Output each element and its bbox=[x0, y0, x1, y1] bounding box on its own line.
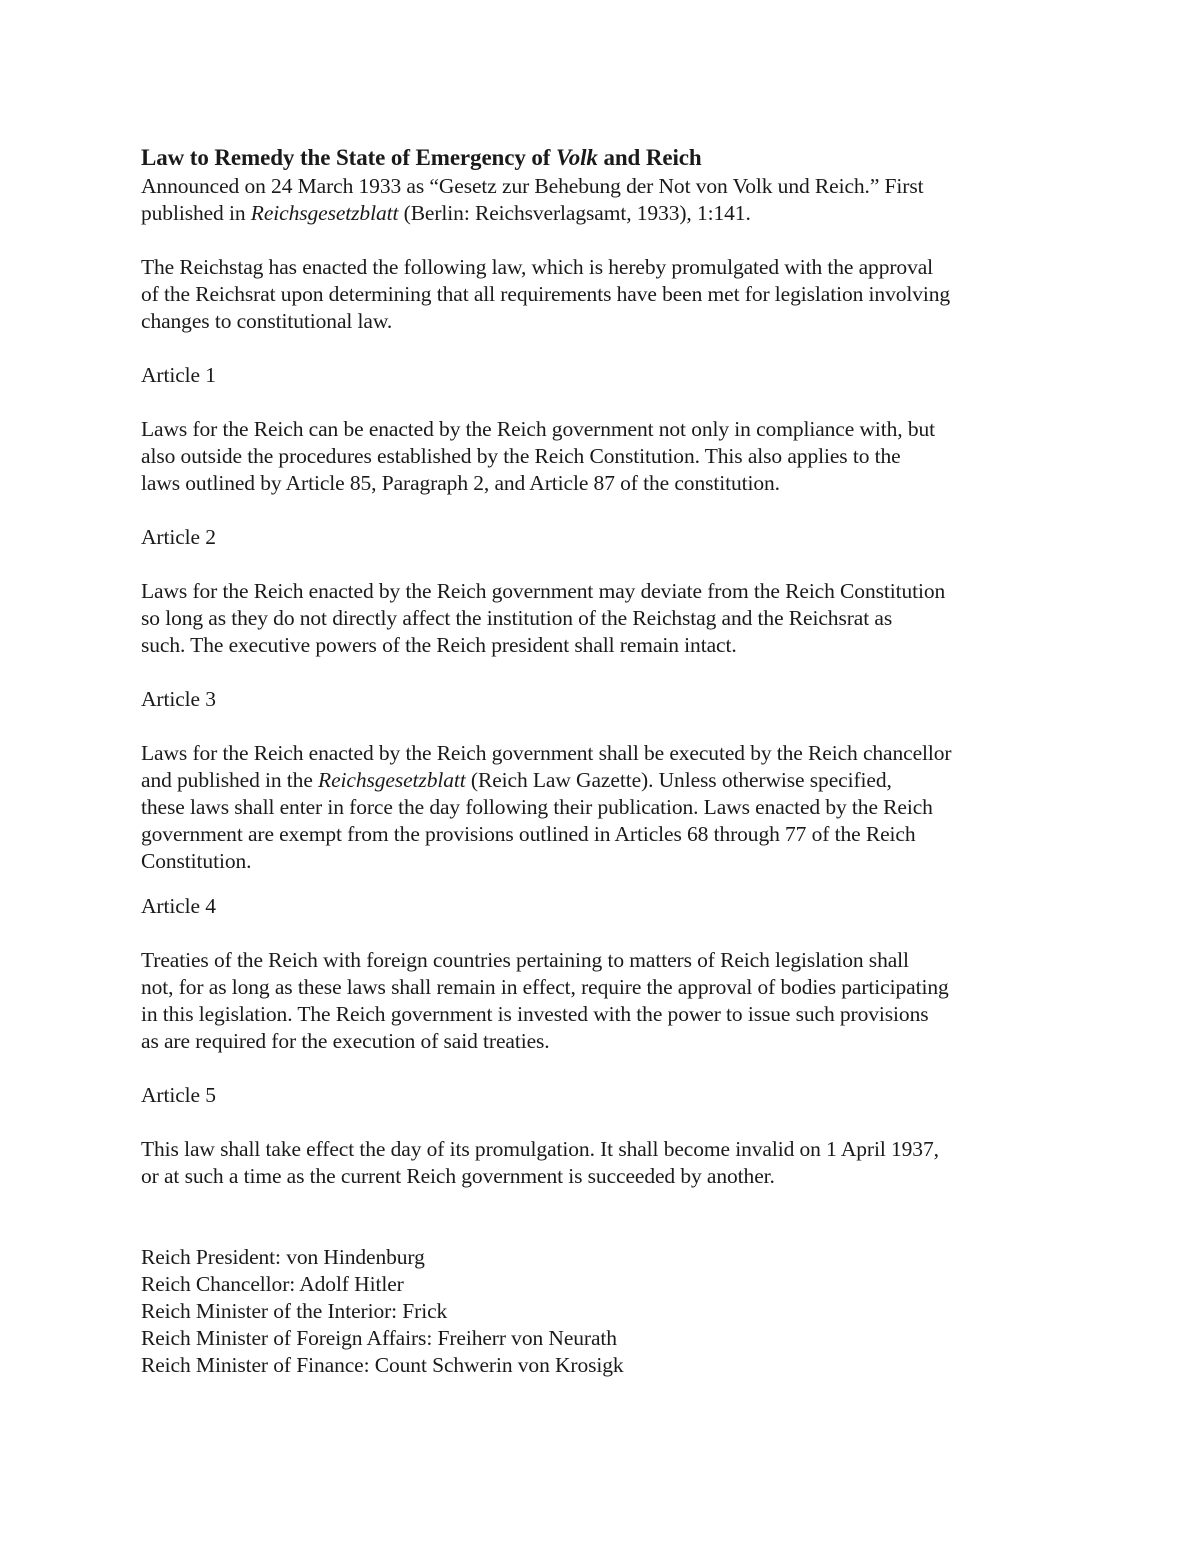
preamble-paragraph: The Reichstag has enacted the following law, which is hereby promulgated with the approval of the Reichsrat upon determining that all requirements have been met for legislation involving changes to constitutional law. bbox=[141, 255, 951, 333]
title-text-end: and Reich bbox=[597, 145, 702, 170]
signatory: Reich Chancellor: Adolf Hitler bbox=[141, 1272, 404, 1296]
signatory-list bbox=[141, 1244, 1061, 1379]
signatory: Reich President: von Hindenburg bbox=[141, 1245, 425, 1269]
source-line: Announced on 24 March 1933 as “Gesetz zur Behebung der Not von Volk und Reich.” First bbox=[141, 174, 924, 198]
signatory: Reich Minister of Foreign Affairs: Freiherr von Neurath bbox=[141, 1326, 617, 1350]
article-body: This law shall take effect the day of its promulgation. It shall become invalid on 1 April 1937, or at such a time as the current Reich government is succeeded by another. bbox=[141, 1137, 939, 1188]
article-body: Laws for the Reich can be enacted by the Reich government not only in compliance with, but also outside the procedures established by the Reich Constitution. This also applies to the laws outlined by Article 85, Paragraph 2, and Article 87 of the constitution. bbox=[141, 417, 936, 495]
signatory: Reich Minister of the Interior: Frick bbox=[141, 1299, 448, 1323]
article-heading: Article 2 bbox=[141, 525, 216, 549]
article-heading: Article 1 bbox=[141, 363, 216, 387]
title-text: Law to Remedy the State of Emergency of bbox=[141, 145, 557, 170]
article-heading: Article 3 bbox=[141, 687, 216, 711]
publication-title: Reichsgesetzblatt bbox=[250, 201, 399, 225]
article-body: Laws for the Reich enacted by the Reich government may deviate from the Reich Constitution so long as they do not directly affect the institution of the Reichstag and the Reichsrat as such. The executive powers of the Reich president shall remain intact. bbox=[141, 579, 946, 657]
article-body: Laws for the Reich enacted by the Reich government shall be executed by the Reich chancellor and published in the Reichsgesetzblatt (Reich Law Gazette). Unless otherwise specified, these laws shall enter in force the day following their publication. Laws enacted by the Reich government are exempt from the provisions outlined in Articles 68 through 77 of the Reich Constitution. bbox=[141, 741, 952, 873]
source-note bbox=[141, 173, 1061, 227]
article-heading: Article 4 bbox=[141, 894, 216, 918]
publication-title: Reichsgesetzblatt bbox=[318, 768, 466, 792]
title-italic-text: Volk bbox=[556, 145, 598, 170]
signatory: Reich Minister of Finance: Count Schwerin von Krosigk bbox=[141, 1353, 624, 1377]
document-title bbox=[141, 143, 1061, 173]
article-body: Treaties of the Reich with foreign countries pertaining to matters of Reich legislation shall not, for as long as these laws shall remain in effect, require the approval of bodies participating in this legislation. The Reich government is invested with the power to issue such provisions as are required for the execution of said treaties. bbox=[141, 948, 949, 1053]
source-line: published in Reichsgesetzblatt (Berlin: Reichsverlagsamt, 1933), 1:141. bbox=[141, 201, 751, 225]
article-heading: Article 5 bbox=[141, 1083, 216, 1107]
document-page bbox=[141, 143, 1061, 1379]
